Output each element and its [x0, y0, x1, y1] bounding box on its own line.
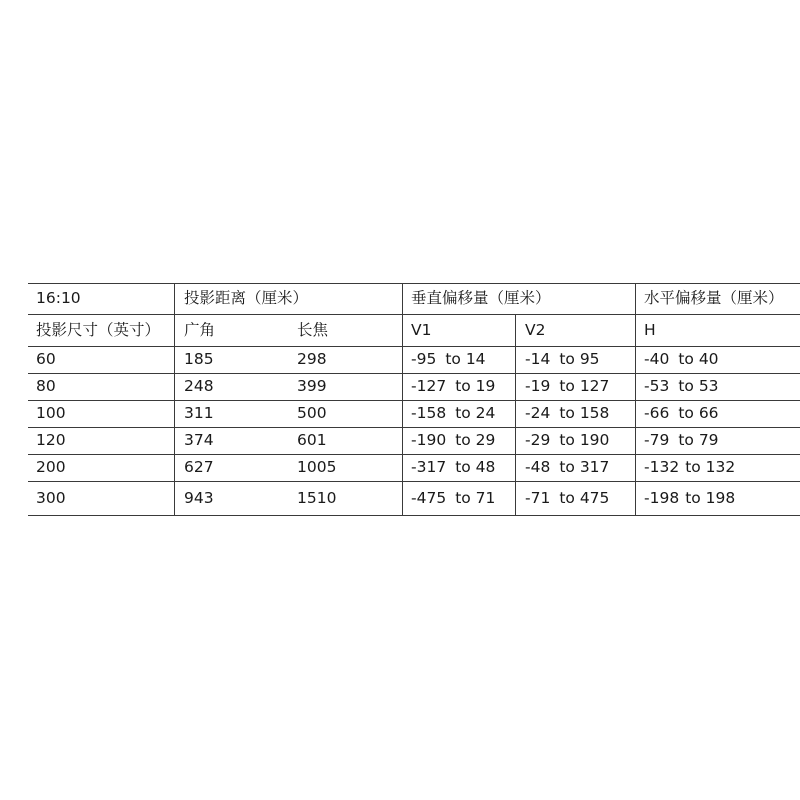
v2-cell — [515, 428, 635, 454]
v1-to: to 29 — [455, 431, 496, 450]
tele-cell: 1005 — [297, 458, 337, 477]
tele-header: 长焦 — [297, 320, 329, 339]
screen-size-header: 投影尺寸（英寸） — [36, 320, 161, 339]
v2-to: to 317 — [559, 458, 610, 477]
h-from: -40 — [644, 350, 670, 369]
v2-cell — [515, 347, 635, 373]
horizontal-offset-header: 水平偏移量（厘米） — [635, 284, 800, 314]
h-to: to 198 — [685, 488, 736, 507]
size-cell: 60 — [36, 350, 56, 369]
v2-to: to 475 — [559, 488, 610, 507]
size-cell: 300 — [36, 488, 66, 507]
h-from: -198 — [644, 488, 680, 507]
v1-to: to 48 — [455, 458, 496, 477]
h-to: to 66 — [678, 404, 719, 423]
wide-cell: 627 — [174, 455, 288, 481]
header-row-sub — [28, 315, 800, 347]
v2-to: to 158 — [559, 404, 610, 423]
wide-cell: 374 — [174, 428, 288, 454]
v2-cell — [515, 374, 635, 400]
size-cell: 120 — [36, 431, 66, 450]
v1-cell — [402, 401, 515, 427]
h-to: to 132 — [685, 458, 736, 477]
v1-cell — [402, 482, 515, 515]
h-cell — [635, 428, 800, 454]
v1-from: -475 — [411, 488, 447, 507]
v1-from: -127 — [411, 377, 447, 396]
v2-from: -19 — [525, 377, 551, 396]
wide-cell: 943 — [174, 482, 288, 515]
table-row — [28, 374, 800, 401]
v1-cell — [402, 347, 515, 373]
v2-from: -29 — [525, 431, 551, 450]
v1-header: V1 — [402, 315, 515, 346]
h-to: to 53 — [678, 377, 719, 396]
h-to: to 40 — [678, 350, 719, 369]
h-from: -66 — [644, 404, 670, 423]
h-from: -79 — [644, 431, 670, 450]
v2-from: -71 — [525, 488, 551, 507]
tele-cell: 298 — [297, 350, 327, 369]
h-cell — [635, 374, 800, 400]
wide-header: 广角 — [174, 315, 288, 346]
tele-cell: 1510 — [297, 488, 337, 507]
v1-to: to 14 — [445, 350, 486, 369]
wide-cell: 248 — [174, 374, 288, 400]
v1-from: -95 — [411, 350, 437, 369]
table-row — [28, 482, 800, 516]
v2-to: to 190 — [559, 431, 610, 450]
v2-cell — [515, 455, 635, 481]
v1-cell — [402, 455, 515, 481]
v2-from: -48 — [525, 458, 551, 477]
size-cell: 80 — [36, 377, 56, 396]
tele-cell: 500 — [297, 404, 327, 423]
h-cell — [635, 482, 800, 515]
h-from: -53 — [644, 377, 670, 396]
h-cell — [635, 455, 800, 481]
projection-table — [28, 283, 800, 516]
tele-cell: 399 — [297, 377, 327, 396]
h-cell — [635, 347, 800, 373]
size-cell: 100 — [36, 404, 66, 423]
table-row — [28, 401, 800, 428]
v1-from: -190 — [411, 431, 447, 450]
tele-cell: 601 — [297, 431, 327, 450]
header-row-group — [28, 283, 800, 315]
v1-cell — [402, 428, 515, 454]
h-to: to 79 — [678, 431, 719, 450]
v1-to: to 24 — [455, 404, 496, 423]
throw-distance-header: 投影距离（厘米） — [174, 284, 402, 314]
v2-cell — [515, 401, 635, 427]
v1-from: -158 — [411, 404, 447, 423]
table-row — [28, 455, 800, 482]
wide-cell: 185 — [174, 347, 288, 373]
wide-cell: 311 — [174, 401, 288, 427]
ratio-label: 16:10 — [36, 289, 81, 308]
h-from: -132 — [644, 458, 680, 477]
v1-to: to 71 — [455, 488, 496, 507]
v2-to: to 127 — [559, 377, 610, 396]
v1-cell — [402, 374, 515, 400]
h-cell — [635, 401, 800, 427]
h-header: H — [635, 315, 800, 346]
v2-from: -24 — [525, 404, 551, 423]
v1-from: -317 — [411, 458, 447, 477]
vertical-offset-header: 垂直偏移量（厘米） — [402, 284, 635, 314]
table-row — [28, 428, 800, 455]
v2-to: to 95 — [559, 350, 600, 369]
v2-cell — [515, 482, 635, 515]
size-cell: 200 — [36, 458, 66, 477]
table-row — [28, 347, 800, 374]
v2-from: -14 — [525, 350, 551, 369]
v1-to: to 19 — [455, 377, 496, 396]
v2-header: V2 — [515, 315, 635, 346]
